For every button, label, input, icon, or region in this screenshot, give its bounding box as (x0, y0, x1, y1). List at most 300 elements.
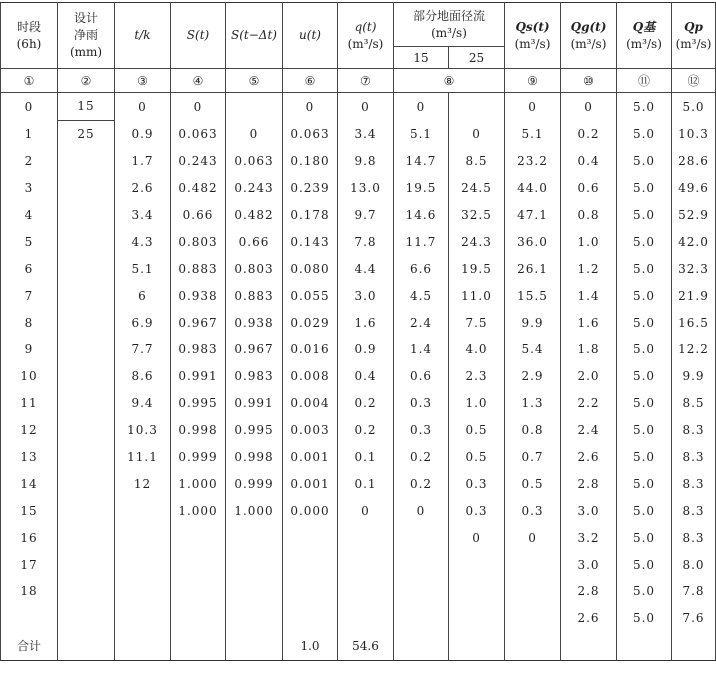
table-cell: 9.8 (338, 148, 394, 175)
table-row (1, 202, 716, 229)
table-cell: 5.0 (617, 578, 672, 605)
table-cell: 25 (58, 120, 115, 147)
table-cell: 9.9 (672, 363, 716, 390)
table-cell: 0 (226, 120, 283, 147)
table-cell (171, 578, 226, 605)
table-cell (58, 148, 115, 175)
table-cell: 1.4 (561, 282, 617, 309)
table-cell: 5.0 (617, 390, 672, 417)
table-cell: 12 (1, 417, 58, 444)
table-cell: 0 (505, 524, 561, 551)
table-cell: 4.5 (394, 282, 449, 309)
table-cell: 11 (1, 390, 58, 417)
table-cell: 0.243 (171, 148, 226, 175)
table-cell: 0.5 (505, 470, 561, 497)
header-sub-25: 25 (449, 47, 505, 69)
table-cell: 15 (1, 497, 58, 524)
table-cell: 1.4 (394, 336, 449, 363)
table-cell: 5.0 (617, 363, 672, 390)
table-cell: 15.5 (505, 282, 561, 309)
total-q: 54.6 (338, 632, 394, 661)
table-cell: 11.0 (449, 282, 505, 309)
table-cell: 3.0 (561, 497, 617, 524)
table-cell: 0.9 (115, 120, 171, 147)
table-cell: 0.991 (226, 390, 283, 417)
table-cell (58, 363, 115, 390)
table-cell (58, 578, 115, 605)
table-cell: 4 (1, 202, 58, 229)
table-cell: 4.4 (338, 255, 394, 282)
table-cell: 26.1 (505, 255, 561, 282)
table-cell: 0 (505, 93, 561, 121)
table-cell: 36.0 (505, 228, 561, 255)
header-q-base: Q基 (m³/s) (617, 3, 672, 69)
table-cell: 0.080 (283, 255, 338, 282)
table-cell: 3.4 (115, 202, 171, 229)
table-cell (115, 551, 171, 578)
table-cell: 14.7 (394, 148, 449, 175)
table-cell: 4.3 (115, 228, 171, 255)
table-cell: 0.967 (226, 336, 283, 363)
col-number: ② (58, 69, 115, 93)
table-cell (338, 551, 394, 578)
table-cell: 0.967 (171, 309, 226, 336)
table-cell: 9.4 (115, 390, 171, 417)
table-cell: 0.3 (505, 497, 561, 524)
table-cell: 0.3 (449, 470, 505, 497)
table-cell: 1.2 (561, 255, 617, 282)
table-cell: 7.6 (672, 605, 716, 632)
table-cell (283, 605, 338, 632)
col-number: ④ (171, 69, 226, 93)
table-cell (58, 524, 115, 551)
table-cell: 7.5 (449, 309, 505, 336)
table-cell (449, 605, 505, 632)
table-row (1, 444, 716, 471)
table-cell (58, 282, 115, 309)
table-cell: 7 (1, 282, 58, 309)
table-row (1, 605, 716, 632)
table-cell: 3.0 (338, 282, 394, 309)
table-cell: 24.5 (449, 175, 505, 202)
table-cell: 32.5 (449, 202, 505, 229)
table-cell (226, 605, 283, 632)
table-cell: 5.0 (617, 551, 672, 578)
col-number: ⑪ (617, 69, 672, 93)
table-row (1, 417, 716, 444)
table-cell: 0.1 (338, 470, 394, 497)
table-cell: 42.0 (672, 228, 716, 255)
table-cell: 2.0 (561, 363, 617, 390)
table-cell: 23.2 (505, 148, 561, 175)
header-qg-t: Qg(t) (m³/s) (561, 3, 617, 69)
table-row (1, 551, 716, 578)
table-cell: 14.6 (394, 202, 449, 229)
table-cell: 14 (1, 470, 58, 497)
table-cell: 13 (1, 444, 58, 471)
table-cell: 5.1 (115, 255, 171, 282)
header-u-t: u(t) (283, 3, 338, 69)
table-cell: 0.999 (171, 444, 226, 471)
table-cell: 0.055 (283, 282, 338, 309)
table-cell (58, 470, 115, 497)
table-cell: 0.983 (171, 336, 226, 363)
table-cell: 0.883 (226, 282, 283, 309)
table-cell: 5.0 (672, 93, 716, 121)
table-cell: 21.9 (672, 282, 716, 309)
table-cell: 0.4 (561, 148, 617, 175)
table-row (1, 497, 716, 524)
table-cell: 5.0 (617, 175, 672, 202)
table-cell: 8.3 (672, 417, 716, 444)
table-cell: 0 (115, 93, 171, 121)
table-row (1, 309, 716, 336)
table-cell: 7.7 (115, 336, 171, 363)
table-cell: 7.8 (338, 228, 394, 255)
table-cell: 2.3 (449, 363, 505, 390)
table-cell: 4.0 (449, 336, 505, 363)
table-cell: 0.2 (394, 470, 449, 497)
table-cell: 0 (449, 524, 505, 551)
table-cell: 0.243 (226, 175, 283, 202)
table-cell: 1.3 (505, 390, 561, 417)
table-cell: 6 (115, 282, 171, 309)
table-cell: 0.063 (283, 120, 338, 147)
table-cell: 3.2 (561, 524, 617, 551)
table-cell: 0.178 (283, 202, 338, 229)
table-cell (226, 551, 283, 578)
table-cell: 0.2 (561, 120, 617, 147)
table-cell: 1.6 (338, 309, 394, 336)
col-number: ⑫ (672, 69, 716, 93)
table-cell: 0.003 (283, 417, 338, 444)
table-cell: 0.803 (171, 228, 226, 255)
table-cell: 0.995 (171, 390, 226, 417)
table-cell (58, 390, 115, 417)
table-cell (58, 202, 115, 229)
table-cell (115, 605, 171, 632)
table-cell: 0.938 (226, 309, 283, 336)
table-cell (226, 93, 283, 121)
table-cell: 5.0 (617, 93, 672, 121)
table-cell: 0 (338, 497, 394, 524)
table-cell: 47.1 (505, 202, 561, 229)
table-cell: 0.991 (171, 363, 226, 390)
table-cell: 5.0 (617, 148, 672, 175)
table-row (1, 175, 716, 202)
table-cell: 5.0 (617, 524, 672, 551)
table-cell: 5.0 (617, 309, 672, 336)
table-cell: 3.0 (561, 551, 617, 578)
table-cell: 0.8 (505, 417, 561, 444)
table-cell: 0.938 (171, 282, 226, 309)
table-cell: 9.9 (505, 309, 561, 336)
table-cell: 0.6 (561, 175, 617, 202)
table-cell: 2.6 (561, 444, 617, 471)
table-cell: 0.016 (283, 336, 338, 363)
header-s-t-minus-dt: S(t−Δt) (226, 3, 283, 69)
header-q-t: q(t) (m³/s) (338, 3, 394, 69)
table-cell: 0.883 (171, 255, 226, 282)
table-cell: 0.482 (171, 175, 226, 202)
table-cell (115, 578, 171, 605)
table-cell: 8.3 (672, 497, 716, 524)
table-cell: 11.1 (115, 444, 171, 471)
table-cell: 1.6 (561, 309, 617, 336)
table-cell (394, 605, 449, 632)
table-cell: 0 (338, 93, 394, 121)
table-cell: 12 (115, 470, 171, 497)
table-cell: 0.1 (338, 444, 394, 471)
table-cell (58, 309, 115, 336)
table-cell: 8 (1, 309, 58, 336)
table-cell (338, 605, 394, 632)
table-cell: 2.9 (505, 363, 561, 390)
table-cell (58, 444, 115, 471)
table-cell: 5 (1, 228, 58, 255)
table-cell: 0.66 (171, 202, 226, 229)
col-number: ① (1, 69, 58, 93)
table-cell: 5.0 (617, 497, 672, 524)
table-cell: 2.2 (561, 390, 617, 417)
table-cell (394, 578, 449, 605)
table-cell: 0.995 (226, 417, 283, 444)
table-cell: 0.008 (283, 363, 338, 390)
table-cell: 0.66 (226, 228, 283, 255)
table-cell: 0 (449, 120, 505, 147)
table-row (1, 363, 716, 390)
table-cell: 15 (58, 93, 115, 121)
table-cell: 0.9 (338, 336, 394, 363)
table-cell: 3.4 (338, 120, 394, 147)
table-cell: 3 (1, 175, 58, 202)
table-cell (394, 551, 449, 578)
table-cell: 32.3 (672, 255, 716, 282)
table-cell (58, 336, 115, 363)
table-cell: 2.4 (394, 309, 449, 336)
table-cell (115, 497, 171, 524)
table-cell: 0.998 (171, 417, 226, 444)
table-cell: 2.4 (561, 417, 617, 444)
table-row (1, 120, 716, 147)
table-cell: 1.7 (115, 148, 171, 175)
table-cell: 0.2 (394, 444, 449, 471)
table-cell: 10.3 (672, 120, 716, 147)
table-row (1, 255, 716, 282)
col-number: ⑥ (283, 69, 338, 93)
table-cell: 0.983 (226, 363, 283, 390)
table-cell (171, 605, 226, 632)
table-cell: 5.0 (617, 202, 672, 229)
table-cell: 9.7 (338, 202, 394, 229)
table-cell: 5.0 (617, 336, 672, 363)
table-cell: 0.029 (283, 309, 338, 336)
table-cell: 0.3 (394, 390, 449, 417)
table-cell (449, 551, 505, 578)
table-cell: 1.000 (226, 497, 283, 524)
table-cell: 1.000 (171, 470, 226, 497)
table-cell: 1.8 (561, 336, 617, 363)
table-cell: 0.998 (226, 444, 283, 471)
header-partial-surface-runoff: 部分地面径流 (m³/s) (394, 3, 505, 47)
table-cell (338, 524, 394, 551)
table-cell: 5.0 (617, 120, 672, 147)
table-row (1, 228, 716, 255)
table-cell: 2 (1, 148, 58, 175)
header-s-t: S(t) (171, 3, 226, 69)
table-cell: 5.0 (617, 605, 672, 632)
table-cell: 0.803 (226, 255, 283, 282)
table-cell: 6.6 (394, 255, 449, 282)
col-number: ⑦ (338, 69, 394, 93)
table-cell: 12.2 (672, 336, 716, 363)
table-cell (58, 551, 115, 578)
table-cell (449, 578, 505, 605)
table-cell: 0.001 (283, 470, 338, 497)
table-cell: 0.4 (338, 363, 394, 390)
table-row (1, 282, 716, 309)
table-cell: 0.000 (283, 497, 338, 524)
table-cell: 5.0 (617, 470, 672, 497)
table-cell (58, 605, 115, 632)
table-cell: 8.6 (115, 363, 171, 390)
table-cell: 2.6 (561, 605, 617, 632)
table-cell (58, 175, 115, 202)
table-cell (226, 524, 283, 551)
table-cell: 1 (1, 120, 58, 147)
table-row (1, 524, 716, 551)
table-cell: 10 (1, 363, 58, 390)
table-cell: 5.1 (394, 120, 449, 147)
table-cell: 0.3 (449, 497, 505, 524)
table-cell: 8.5 (449, 148, 505, 175)
table-cell: 0 (394, 497, 449, 524)
table-cell: 0 (283, 93, 338, 121)
table-cell: 0.143 (283, 228, 338, 255)
table-cell (58, 255, 115, 282)
col-number: ⑤ (226, 69, 283, 93)
table-cell: 16 (1, 524, 58, 551)
table-cell: 0.999 (226, 470, 283, 497)
table-cell: 0.6 (394, 363, 449, 390)
col-number: ⑧ (394, 69, 505, 93)
table-cell (338, 578, 394, 605)
table-cell: 0.7 (505, 444, 561, 471)
table-cell (58, 228, 115, 255)
table-cell: 17 (1, 551, 58, 578)
table-cell: 1.0 (561, 228, 617, 255)
col-number: ③ (115, 69, 171, 93)
table-cell (58, 417, 115, 444)
total-label: 合计 (1, 632, 58, 661)
col-number: ⑨ (505, 69, 561, 93)
table-cell: 0 (171, 93, 226, 121)
table-cell: 1.000 (171, 497, 226, 524)
table-cell: 0 (561, 93, 617, 121)
table-cell: 0.001 (283, 444, 338, 471)
table-cell: 44.0 (505, 175, 561, 202)
table-cell: 2.8 (561, 578, 617, 605)
table-cell: 7.8 (672, 578, 716, 605)
table-cell: 0.5 (449, 417, 505, 444)
header-t-over-k: t/k (115, 3, 171, 69)
table-cell: 0.8 (561, 202, 617, 229)
table-cell: 9 (1, 336, 58, 363)
table-cell (394, 524, 449, 551)
table-cell: 24.3 (449, 228, 505, 255)
table-cell (171, 524, 226, 551)
table-cell (171, 551, 226, 578)
table-cell: 1.0 (449, 390, 505, 417)
header-sub-15: 15 (394, 47, 449, 69)
table-cell: 8.3 (672, 444, 716, 471)
table-cell: 8.0 (672, 551, 716, 578)
table-row (1, 390, 716, 417)
table-cell: 5.0 (617, 417, 672, 444)
table-cell: 2.8 (561, 470, 617, 497)
table-cell (58, 497, 115, 524)
table-cell (226, 578, 283, 605)
table-row (1, 93, 716, 121)
table-cell: 0.3 (394, 417, 449, 444)
table-cell: 6 (1, 255, 58, 282)
table-cell: 28.6 (672, 148, 716, 175)
table-cell (505, 605, 561, 632)
table-cell (283, 578, 338, 605)
table-cell: 8.5 (672, 390, 716, 417)
header-period: 时段 (6h) (1, 3, 58, 69)
table-cell: 0.5 (449, 444, 505, 471)
table-cell: 0.063 (171, 120, 226, 147)
table-body (1, 93, 716, 632)
table-cell: 6.9 (115, 309, 171, 336)
table-cell: 10.3 (115, 417, 171, 444)
table-cell: 16.5 (672, 309, 716, 336)
table-cell: 52.9 (672, 202, 716, 229)
table-cell: 0 (394, 93, 449, 121)
table-cell: 5.0 (617, 282, 672, 309)
table-cell: 0.180 (283, 148, 338, 175)
col-number: ⑩ (561, 69, 617, 93)
table-cell: 5.4 (505, 336, 561, 363)
table-cell: 0.239 (283, 175, 338, 202)
table-cell: 49.6 (672, 175, 716, 202)
table-cell: 0.482 (226, 202, 283, 229)
table-cell: 0.2 (338, 390, 394, 417)
table-cell: 5.0 (617, 444, 672, 471)
table-cell: 0.2 (338, 417, 394, 444)
table-cell (283, 551, 338, 578)
table-cell: 5.0 (617, 255, 672, 282)
table-cell: 5.0 (617, 228, 672, 255)
total-u: 1.0 (283, 632, 338, 661)
header-net-rain: 设计 净雨 (mm) (58, 3, 115, 69)
table-cell: 11.7 (394, 228, 449, 255)
table-cell: 19.5 (394, 175, 449, 202)
table-cell: 0 (1, 93, 58, 121)
table-cell: 18 (1, 578, 58, 605)
header-qp: Qp (m³/s) (672, 3, 716, 69)
table-cell: 2.6 (115, 175, 171, 202)
table-cell (505, 551, 561, 578)
table-cell (283, 524, 338, 551)
table-row (1, 578, 716, 605)
table-row (1, 148, 716, 175)
table-cell: 8.3 (672, 524, 716, 551)
table-cell (449, 93, 505, 121)
table-cell: 19.5 (449, 255, 505, 282)
table-cell: 8.3 (672, 470, 716, 497)
